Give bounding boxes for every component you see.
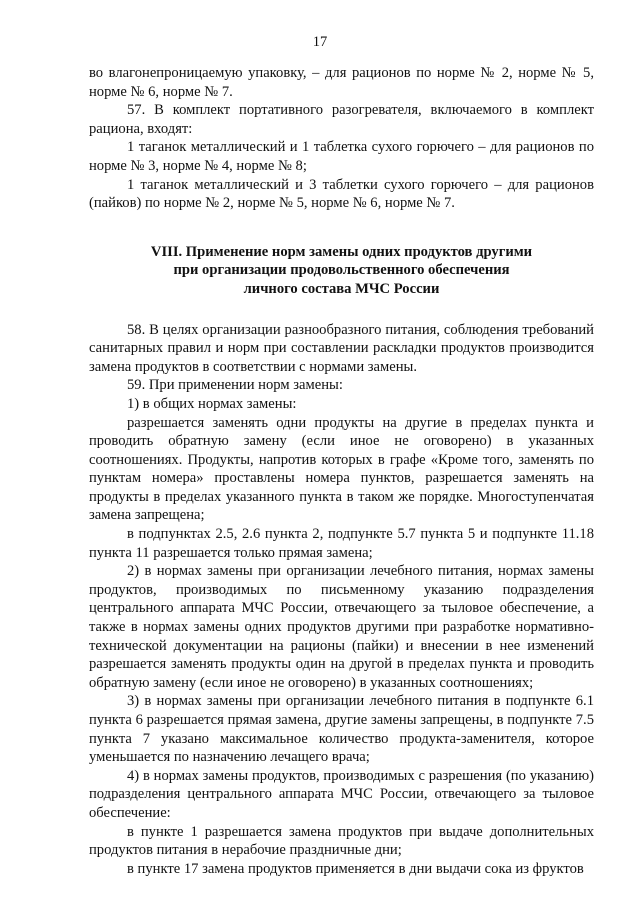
paragraph: 58. В целях организации разнообразного питания, соблюдения требований санитарных правил и норм при составлении раскладки продуктов производится замена продуктов в соответствии с нормами замены. xyxy=(89,321,594,375)
paragraph: 1) в общих нормах замены: xyxy=(127,395,297,412)
section-title xyxy=(89,243,594,299)
page-number: 17 xyxy=(312,34,328,50)
document-body xyxy=(89,64,594,878)
paragraph: 1 таганок металлический и 1 таблетка сухого горючего – для рационов по норме № 3, норме № 4, норме № 8; xyxy=(89,139,594,174)
section-title-line: личного состава МЧС России xyxy=(243,280,440,297)
paragraph: 57. В комплект портативного разогревателя, включаемого в комплект рациона, входят: xyxy=(89,102,594,137)
paragraph: в пункте 17 замена продуктов применяется в дни выдачи сока из фруктов xyxy=(127,860,584,877)
paragraph: во влагонепроницаемую упаковку, – для рационов по норме № 2, норме № 5, норме № 6, норме № 7. xyxy=(89,65,594,100)
paragraph: в пункте 1 разрешается замена продуктов при выдаче дополнительных продуктов питания в нерабочие праздничные дни; xyxy=(89,823,594,859)
section-title-line: при организации продовольственного обеспечения xyxy=(173,262,510,279)
paragraph: 2) в нормах замены при организации лечебного питания, нормах замены продуктов, производимых по письменному указанию подразделения центрального аппарата МЧС России, отвечающего за тыловое обеспечение, а также в нормах замены одних продуктов другими при разработке нормативно-технической документации на рационы (пайки) и внесении в нее изменений разрешается заменять продукты один на другой в пределах пункта и проводить обратную замену (если иное не оговорено) в указанных соотношениях; xyxy=(89,563,594,691)
paragraph: 3) в нормах замены при организации лечебного питания в подпункте 6.1 пункта 6 разрешается прямая замена, другие замены запрещены, в подпункте 7.5 пункта 7 указано максимальное количество продукта-заменителя, которое уменьшается по назначению лечащего врача; xyxy=(89,693,594,766)
paragraph: 4) в нормах замены продуктов, производимых с разрешения (по указанию) подразделения центрального аппарата МЧС России, отвечающего за тыловое обеспечение: xyxy=(89,767,594,821)
section-title-line: VIII. Применение норм замены одних продуктов другими xyxy=(150,243,533,260)
paragraph: 59. При применении норм замены: xyxy=(127,377,343,394)
paragraph: разрешается заменять одни продукты на другие в пределах пункта и проводить обратную замену (если иное не оговорено) в указанных соотношениях. Продукты, напротив которых в графе «Кроме того, заменять по пунктам номера» проставлены номера пунктов, разрешается заменять на продукты в пределах указанного пункта в таком же порядке. Многоступенчатая замена запрещена; xyxy=(89,414,594,524)
paragraph: 1 таганок металлический и 3 таблетки сухого горючего – для рационов (пайков) по норме № 2, норме № 5, норме № 6, норме № 7. xyxy=(89,176,594,212)
paragraph: в подпунктах 2.5, 2.6 пункта 2, подпункте 5.7 пункта 5 и подпункте 11.18 пункта 11 разрешается только прямая замена; xyxy=(89,526,594,561)
